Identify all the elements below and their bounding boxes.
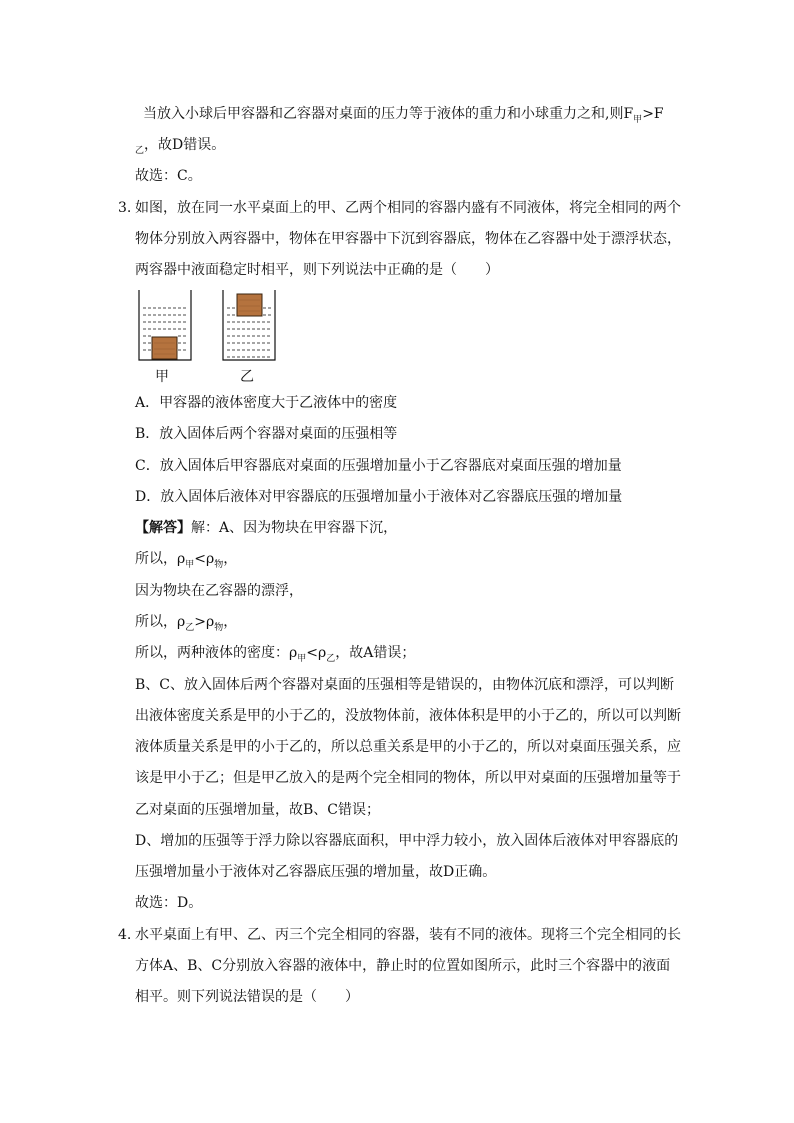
subscript: 乙 <box>135 146 145 156</box>
answer-text: 所以，ρ <box>135 614 186 630</box>
option-a: A．甲容器的液体密度大于乙液体中的密度 <box>135 395 398 411</box>
answer-line-1 <box>135 518 397 538</box>
subscript: 甲 <box>185 560 195 570</box>
subscript: 甲 <box>297 654 307 664</box>
subscript: 乙 <box>326 654 336 664</box>
subscript: 物 <box>214 623 224 633</box>
answer-paragraph: D、增加的压强等于浮力除以容器底面积，甲中浮力较小，放入固体后液体对甲容器底的 <box>135 833 679 849</box>
answer-line-3: 因为物块在乙容器的漂浮， <box>135 583 303 599</box>
answer-text: <ρ <box>306 645 327 661</box>
option-d: D．放入固体后液体对甲容器底的压强增加量小于液体对乙容器底压强的增加量 <box>135 489 623 505</box>
intro-text: ，故D错误。 <box>144 137 226 153</box>
intro-line-1 <box>143 104 664 126</box>
containers-figure <box>135 288 295 388</box>
answer-text: 解：A、因为物块在甲容器下沉， <box>191 520 398 536</box>
answer-text: ，故A错误； <box>335 645 416 661</box>
question-text: 方体A、B、C分别放入容器的液体中，静止时的位置如图所示，此时三个容器中的液面 <box>135 958 671 974</box>
answer-text: ， <box>223 551 238 567</box>
container-jia <box>139 290 191 360</box>
answer-text: 所以，两种液体的密度：ρ <box>135 645 298 661</box>
answer-text: >ρ <box>194 614 215 630</box>
intro-line-2 <box>135 135 225 157</box>
answer-paragraph: 该是甲小于乙；但是甲乙放入的是两个完全相同的物体，所以甲对桌面的压强增加量等于 <box>135 770 681 786</box>
question-text: 如图，放在同一水平桌面上的甲、乙两个相同的容器内盛有不同液体，将完全相同的两个 <box>135 200 681 216</box>
answer-line-5 <box>135 643 415 665</box>
question-number: 4. <box>118 927 132 943</box>
question-text: 两容器中液面稳定时相平，则下列说法中正确的是（ ） <box>135 262 499 278</box>
answer-paragraph: B、C、放入固体后两个容器对桌面的压强相等是错误的，由物体沉底和漂浮，可以判断 <box>135 677 674 693</box>
intro-text: >F <box>642 106 664 122</box>
container-yi <box>223 290 275 360</box>
subscript: 物 <box>214 560 224 570</box>
subscript: 甲 <box>633 115 643 125</box>
floating-block <box>237 294 262 316</box>
answer-line-2 <box>135 549 237 571</box>
answer-paragraph: 压强增加量小于液体对乙容器底压强的增加量，故D正确。 <box>135 864 497 880</box>
answer-paragraph: 液体质量关系是甲的小于乙的，所以总重关系是甲的小于乙的，所以对桌面压强关系，应 <box>135 739 681 755</box>
question-text: 相平。则下列说法错误的是（ ） <box>135 989 359 1005</box>
intro-choice: 故选：C。 <box>135 168 202 184</box>
answer-paragraph: 乙对桌面的压强增加量，故B、C错误； <box>135 802 380 818</box>
intro-text: 当放入小球后甲容器和乙容器对桌面的压力等于液体的重力和小球重力之和,则F <box>143 106 634 122</box>
sunk-block <box>152 337 177 359</box>
answer-text: 所以，ρ <box>135 551 186 567</box>
answer-text: ， <box>223 614 238 630</box>
answer-paragraph: 出液体密度关系是甲的小于乙的，没放物体前，液体体积是甲的小于乙的，所以可以判断 <box>135 708 681 724</box>
question-text: 水平桌面上有甲、乙、丙三个完全相同的容器，装有不同的液体。现将三个完全相同的长 <box>135 927 681 943</box>
subscript: 乙 <box>185 623 195 633</box>
answer-line-4 <box>135 612 237 634</box>
label-yi: 乙 <box>240 369 254 385</box>
option-b: B．放入固体后两个容器对桌面的压强相等 <box>135 426 398 442</box>
label-jia: 甲 <box>155 369 169 385</box>
question-text: 物体分别放入两容器中，物体在甲容器中下沉到容器底，物体在乙容器中处于漂浮状态， <box>135 231 681 247</box>
containers-diagram <box>135 288 295 368</box>
answer-tag: 【解答】 <box>135 520 191 536</box>
answer-choice: 故选：D。 <box>135 895 203 911</box>
option-c: C．放入固体后甲容器底对桌面的压强增加量小于乙容器底对桌面压强的增加量 <box>135 458 622 474</box>
question-number: 3. <box>118 200 132 216</box>
answer-text: <ρ <box>194 551 215 567</box>
